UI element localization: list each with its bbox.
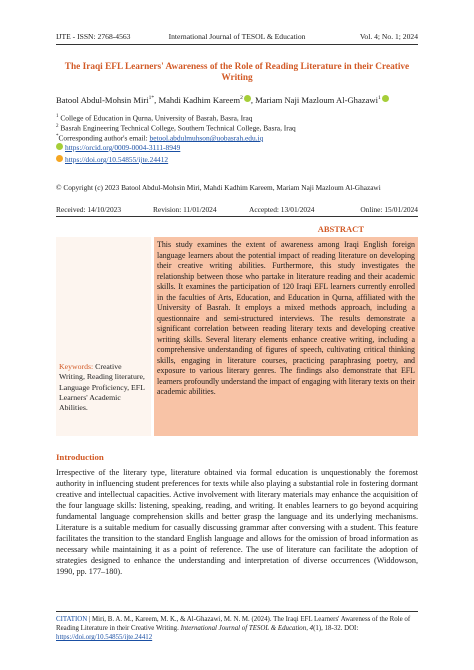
keywords-text: Creative Writing, Reading literature, Language Proficiency, EFL Learners' Academic Abilities. [59, 362, 145, 413]
date-online: Online: 15/01/2024 [360, 205, 418, 214]
abstract-text: This study examines the extent of awareness among Iraqi English foreign language learners about the potential impact of reading literature on developing their creative writing abilities. Furthermore, this study investigates the relationship between those who partake in literature reading and their academic skills. It examines the participation of 120 Iraqi EFL learners currently enrolled in the faculties of Arts, Education, and Education in Qurna, affiliated with the University of Basrah. It employs a mixed methods approach, including a questionnaire and semi-structured interviews. The results demonstrate a significant correlation between reading literary texts and developing creative writing skills. Several literary elements enhance creative writing, including a comprehensive understanding of figures of speech, cultivating critical thinking skills, engaging in literature courses, practicing paraphrasing poetry, and exposure to various literary genres. The findings also demonstrate that EFL learners profoundly understand the impact of engaging with literary texts on their academic abilities. [157, 240, 415, 396]
footer-rule [56, 611, 418, 612]
header-volume: Vol. 4; No. 1; 2024 [359, 32, 418, 41]
citation-block: CITATION | Miri, B. A. M., Kareem, M. K., & Al-Ghazawi, M. N. M. (2024). The Iraqi EFL Learners' Awareness of the Role of Reading Literature in their Creative Writing. International Journal of TESOL & Education, 4(1), 18-32. DOI: https://doi.org/10.54855/ijte.24412 [56, 616, 411, 641]
corresponding-author: *Corresponding author's email: betool.abdulmuhson@uobasrah.edu.iq [56, 133, 264, 143]
copyright-icon: © [56, 183, 62, 192]
orcid-row [56, 143, 418, 153]
keywords-panel [56, 237, 152, 436]
author-1: Batool Abdul-Mohsin Miri [56, 95, 149, 105]
copyright-line: © Copyright (c) 2023 Batool Abdul-Mohsin Miri, Mahdi Kadhim Kareem, Mariam Naji Mazloum Al-Ghazawi [56, 183, 381, 192]
dates-rule [56, 216, 418, 217]
author-1-sup: 1* [148, 95, 155, 102]
doi-link[interactable]: https://doi.org/10.54855/ijte.24412 [65, 155, 169, 164]
affiliation-2: $^2$ Basrah Engineering Technical College, Southern Technical College, Basra, Iraq [56, 123, 296, 133]
author-2-sup: 2 [240, 95, 243, 102]
orcid-icon[interactable] [244, 95, 251, 102]
date-accepted: Accepted: 13/01/2024 [249, 205, 315, 214]
author-3-sup: 1 [378, 95, 381, 102]
intro-paragraph: Irrespective of the literary type, literature obtained via formal education is unquestionably the foremost authority in influencing student preferences for texts while also playing a substantial role in fostering dormant creative and intellectual capacities. Active involvement with literary materials may enhance the acquisition of the four language skills: listening, speaking, reading, and writing. It enables learners to go beyond acquiring fundamental language comprehension skills and better grasp the language and its underlying mechanisms. Literature is a suitable medium for casually discussing grammar after conversing with a student. This feature facilitates the transition to the standard English language and allows for the omission of broad information as necessary while maintaining it as a point of reference. The use of literature can facilitate the adoption of strategies designed to enhance the understanding and interpretation of diverse occurrences (Widdowson, 1990, pp. 177–180). [56, 468, 418, 576]
date-revision: Revision: 11/01/2024 [153, 205, 217, 214]
keywords [59, 362, 149, 413]
header-journal: International Journal of TESOL & Education [168, 32, 306, 41]
email-link[interactable]: betool.abdulmuhson@uobasrah.edu.iq [149, 133, 264, 143]
abstract-panel [154, 237, 418, 436]
keywords-label: Keywords: [59, 362, 94, 371]
author-3: Mariam Naji Mazloum Al-Ghazawi [255, 95, 379, 105]
citation-label: CITATION [56, 616, 88, 623]
orcid-icon[interactable] [382, 95, 389, 102]
citation-doi-link[interactable]: https://doi.org/10.54855/ijte.24412 [56, 634, 153, 641]
author-line: Batool Abdul-Mohsin Miri$^{1*}$, Mahdi Kadhim Kareem$^2$ , Mariam Naji Mazloum Al-Ghazawi$^1$ [56, 95, 418, 105]
paper-title: The Iraqi EFL Learners' Awareness of the Role of Reading Literature in their Creative Writing [64, 62, 410, 83]
abstract-box [56, 237, 418, 436]
doi-icon [56, 155, 63, 162]
orcid-link[interactable]: https://orcid.org/0009-0004-3111-8949 [65, 143, 181, 152]
citation-text: Miri, B. A. M., Kareem, M. K., & Al-Ghazawi, M. N. M. (2024). The Iraqi EFL Learners' Awareness of the Role of Reading Literature in their Creative Writing. [56, 616, 411, 632]
affiliation-1: $^1$ College of Education in Qurna, University of Basrah, Basra, Iraq [56, 113, 253, 123]
author-2: Mahdi Kadhim Kareem [158, 95, 241, 105]
citation-journal: International Journal of TESOL & Education, 4 [180, 625, 314, 632]
date-received: Received: 14/10/2023 [56, 205, 122, 214]
abstract-heading: ABSTRACT [317, 224, 364, 234]
header-issn: IJTE - ISSN: 2768-4563 [56, 32, 131, 41]
doi-row [56, 155, 418, 165]
intro-heading: Introduction [56, 452, 104, 462]
header-rule [56, 44, 418, 45]
orcid-icon [56, 143, 63, 150]
